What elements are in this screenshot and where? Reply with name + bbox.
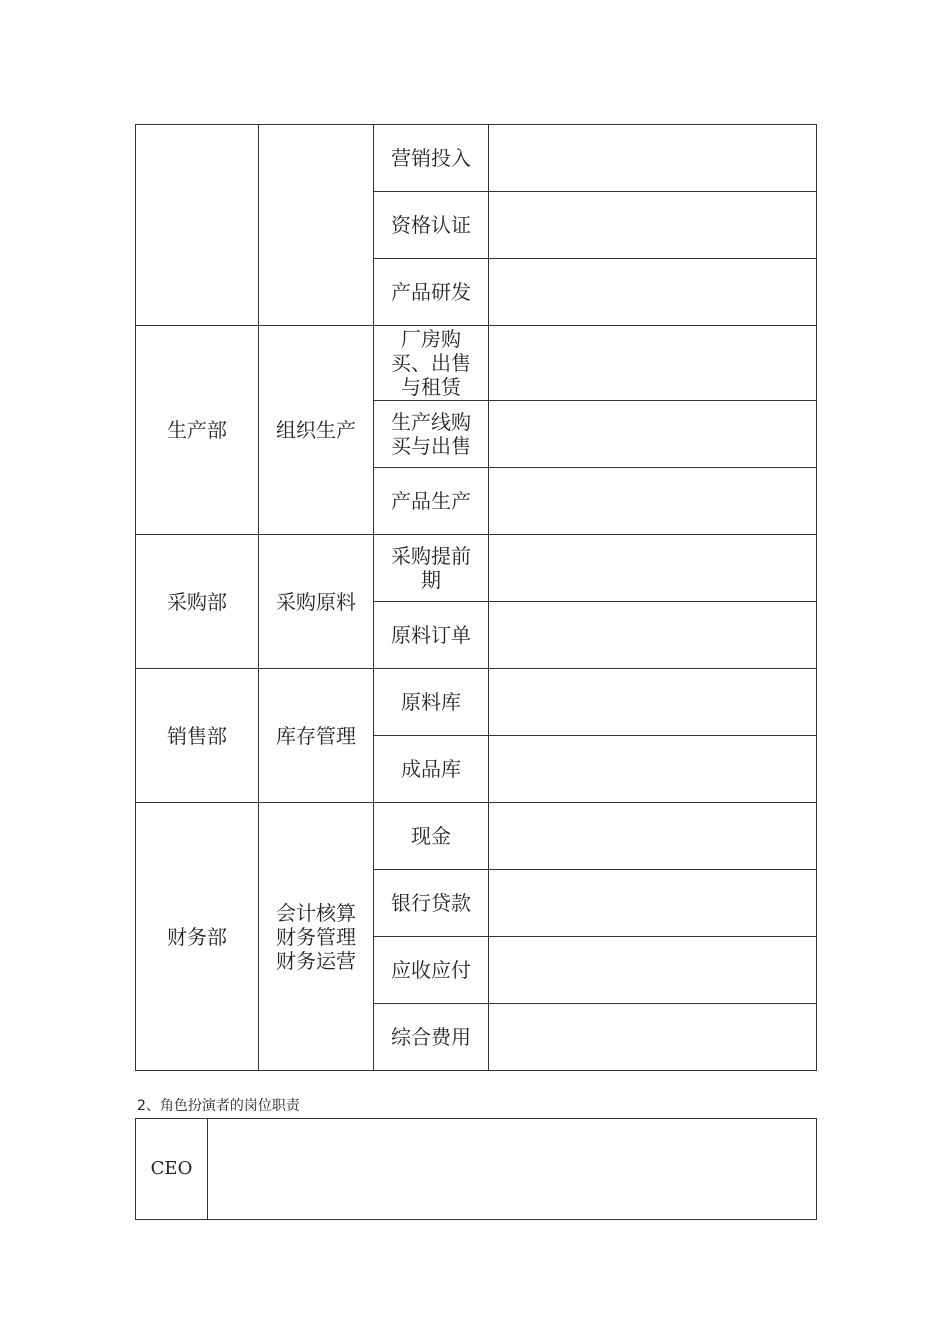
content-cell[interactable]	[489, 125, 817, 192]
department-cell: 采购部	[136, 535, 259, 669]
content-cell[interactable]	[489, 192, 817, 259]
content-cell[interactable]	[489, 937, 817, 1004]
content-cell[interactable]	[489, 259, 817, 326]
item-cell: 厂房购买、出售与租赁	[374, 326, 489, 401]
item-cell: 原料订单	[374, 602, 489, 669]
item-cell: 现金	[374, 803, 489, 870]
function-cell	[259, 125, 374, 326]
item-cell: 采购提前期	[374, 535, 489, 602]
department-responsibility-table	[135, 124, 817, 1071]
department-cell: 财务部	[136, 803, 259, 1071]
section-heading: 2、角色扮演者的岗位职责	[137, 1098, 300, 1114]
function-cell: 采购原料	[259, 535, 374, 669]
item-cell: 资格认证	[374, 192, 489, 259]
item-cell: 银行贷款	[374, 870, 489, 937]
function-cell: 会计核算 财务管理 财务运营	[259, 803, 374, 1071]
item-cell: 生产线购买与出售	[374, 401, 489, 468]
content-cell[interactable]	[489, 535, 817, 602]
item-cell: 产品生产	[374, 468, 489, 535]
function-cell: 库存管理	[259, 669, 374, 803]
item-cell: 成品库	[374, 736, 489, 803]
item-cell: 原料库	[374, 669, 489, 736]
content-cell[interactable]	[489, 468, 817, 535]
content-cell[interactable]	[489, 326, 817, 401]
content-cell[interactable]	[489, 870, 817, 937]
content-cell[interactable]	[489, 401, 817, 468]
content-cell[interactable]	[489, 803, 817, 870]
item-cell: 应收应付	[374, 937, 489, 1004]
role-name-cell: CEO	[136, 1119, 208, 1220]
department-cell: 生产部	[136, 326, 259, 535]
department-cell	[136, 125, 259, 326]
content-cell[interactable]	[489, 602, 817, 669]
role-duty-cell[interactable]	[208, 1119, 817, 1220]
role-duty-table	[135, 1118, 817, 1220]
content-cell[interactable]	[489, 669, 817, 736]
function-cell: 组织生产	[259, 326, 374, 535]
department-cell: 销售部	[136, 669, 259, 803]
item-cell: 营销投入	[374, 125, 489, 192]
item-cell: 产品研发	[374, 259, 489, 326]
item-cell: 综合费用	[374, 1004, 489, 1071]
content-cell[interactable]	[489, 1004, 817, 1071]
content-cell[interactable]	[489, 736, 817, 803]
